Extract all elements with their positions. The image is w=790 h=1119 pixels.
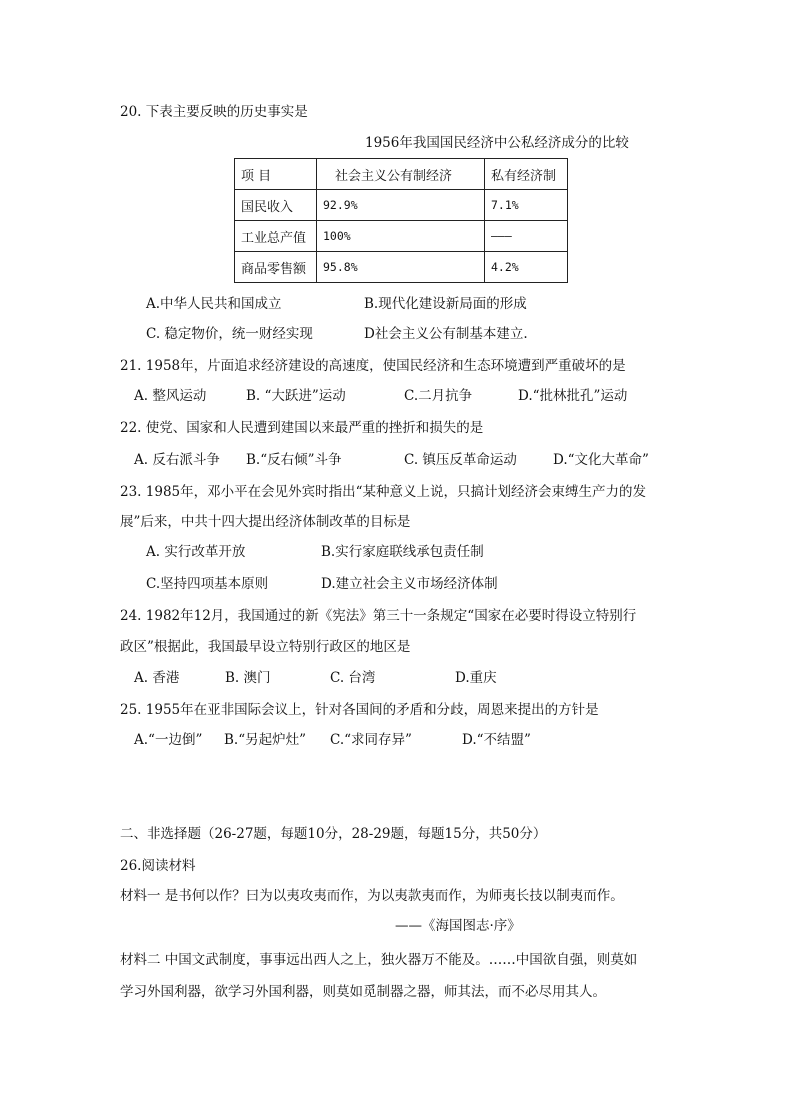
- q26-title: 26.阅读材料: [120, 858, 196, 874]
- table-cell: 4.2%: [485, 252, 568, 283]
- q23-option-c: C.坚持四项基本原则: [146, 576, 269, 592]
- table-cell: ———: [485, 221, 568, 252]
- material2-line2: 学习外国利器，欲学习外国利器，则莫如觅制器之器，师其法，而不必尽用其人。: [120, 984, 606, 1000]
- q20-stem: 20. 下表主要反映的历史事实是: [120, 104, 308, 120]
- table-caption: 1956年我国国民经济中公私经济成分的比较: [365, 135, 629, 151]
- q24-option-a: A. 香港: [134, 670, 180, 686]
- q20-option-c: C. 稳定物价，统一财经实现: [146, 326, 313, 342]
- q25-option-a: A.“一边倒”: [134, 732, 203, 748]
- table-header-cell: 社会主义公有制经济: [317, 159, 485, 190]
- q21-option-b: B. “大跃进”运动: [246, 388, 346, 404]
- q22-option-d: D.“文化大革命”: [553, 452, 649, 468]
- q22-option-b: B.“反右倾”斗争: [246, 452, 342, 468]
- q20-option-a: A.中华人民共和国成立: [146, 296, 282, 312]
- q22-option-a: A. 反右派斗争: [134, 452, 220, 468]
- q24-stem-line1: 24. 1982年12月，我国通过的新《宪法》第三十一条规定“国家在必要时得设立特别行: [120, 608, 637, 624]
- table-cell: 7.1%: [485, 190, 568, 221]
- q24-option-c: C. 台湾: [330, 670, 376, 686]
- q25-option-b: B.“另起炉灶”: [224, 732, 307, 748]
- q23-option-d: D.建立社会主义市场经济体制: [321, 576, 498, 592]
- q25-stem: 25. 1955年在亚非国际会议上，针对各国间的矛盾和分歧，周恩来提出的方针是: [120, 702, 599, 718]
- q20-option-d: D社会主义公有制基本建立.: [364, 326, 528, 342]
- table-header-cell: 私有经济制: [485, 159, 568, 190]
- table-row: [235, 252, 568, 283]
- q22-option-c: C. 镇压反革命运动: [404, 452, 517, 468]
- table-cell: 95.8%: [317, 252, 485, 283]
- q24-stem-line2: 政区”根据此，我国最早设立特别行政区的地区是: [120, 639, 411, 655]
- table-cell: 商品零售额: [235, 252, 317, 283]
- table-cell: 92.9%: [317, 190, 485, 221]
- table-cell: 100%: [317, 221, 485, 252]
- table-cell: 工业总产值: [235, 221, 317, 252]
- table-row: [235, 221, 568, 252]
- q23-option-a: A. 实行改革开放: [146, 544, 246, 560]
- q23-stem-line2: 展”后来，中共十四大提出经济体制改革的目标是: [120, 514, 411, 530]
- q21-option-d: D.“批林批孔”运动: [518, 388, 628, 404]
- q23-stem-line1: 23. 1985年，邓小平在会见外宾时指出“某种意义上说，只搞计划经济会束缚生产力的发: [120, 484, 647, 500]
- q24-option-d: D.重庆: [455, 670, 497, 686]
- q25-option-c: C.“求同存异”: [330, 732, 412, 748]
- section2-heading: 二、非选择题（26-27题，每题10分，28-29题，每题15分，共50分）: [120, 826, 547, 842]
- q21-stem: 21. 1958年，片面追求经济建设的高速度，使国民经济和生态环境遭到严重破坏的是: [120, 358, 626, 374]
- q20-option-b: B.现代化建设新局面的形成: [364, 296, 527, 312]
- q22-stem: 22. 使党、国家和人民遭到建国以来最严重的挫折和损失的是: [120, 420, 484, 436]
- material2-line1: 材料二 中国文武制度，事事远出西人之上，独火器万不能及。……中国欲自强，则莫如: [120, 952, 638, 968]
- material1-source: ——《海国图志·序》: [395, 918, 521, 934]
- q24-option-b: B. 澳门: [225, 670, 271, 686]
- q21-option-a: A. 整风运动: [134, 388, 207, 404]
- table-header-cell: 项 目: [235, 159, 317, 190]
- q23-option-b: B.实行家庭联线承包责任制: [321, 544, 484, 560]
- q25-option-d: D.“不结盟”: [462, 732, 531, 748]
- q21-option-c: C.二月抗争: [404, 388, 473, 404]
- material1-text: 材料一 是书何以作？曰为以夷攻夷而作，为以夷款夷而作，为师夷长技以制夷而作。: [120, 888, 624, 904]
- table-row: [235, 190, 568, 221]
- economy-comparison-table: [234, 158, 568, 283]
- table-cell: 国民收入: [235, 190, 317, 221]
- table-header-row: [235, 159, 568, 190]
